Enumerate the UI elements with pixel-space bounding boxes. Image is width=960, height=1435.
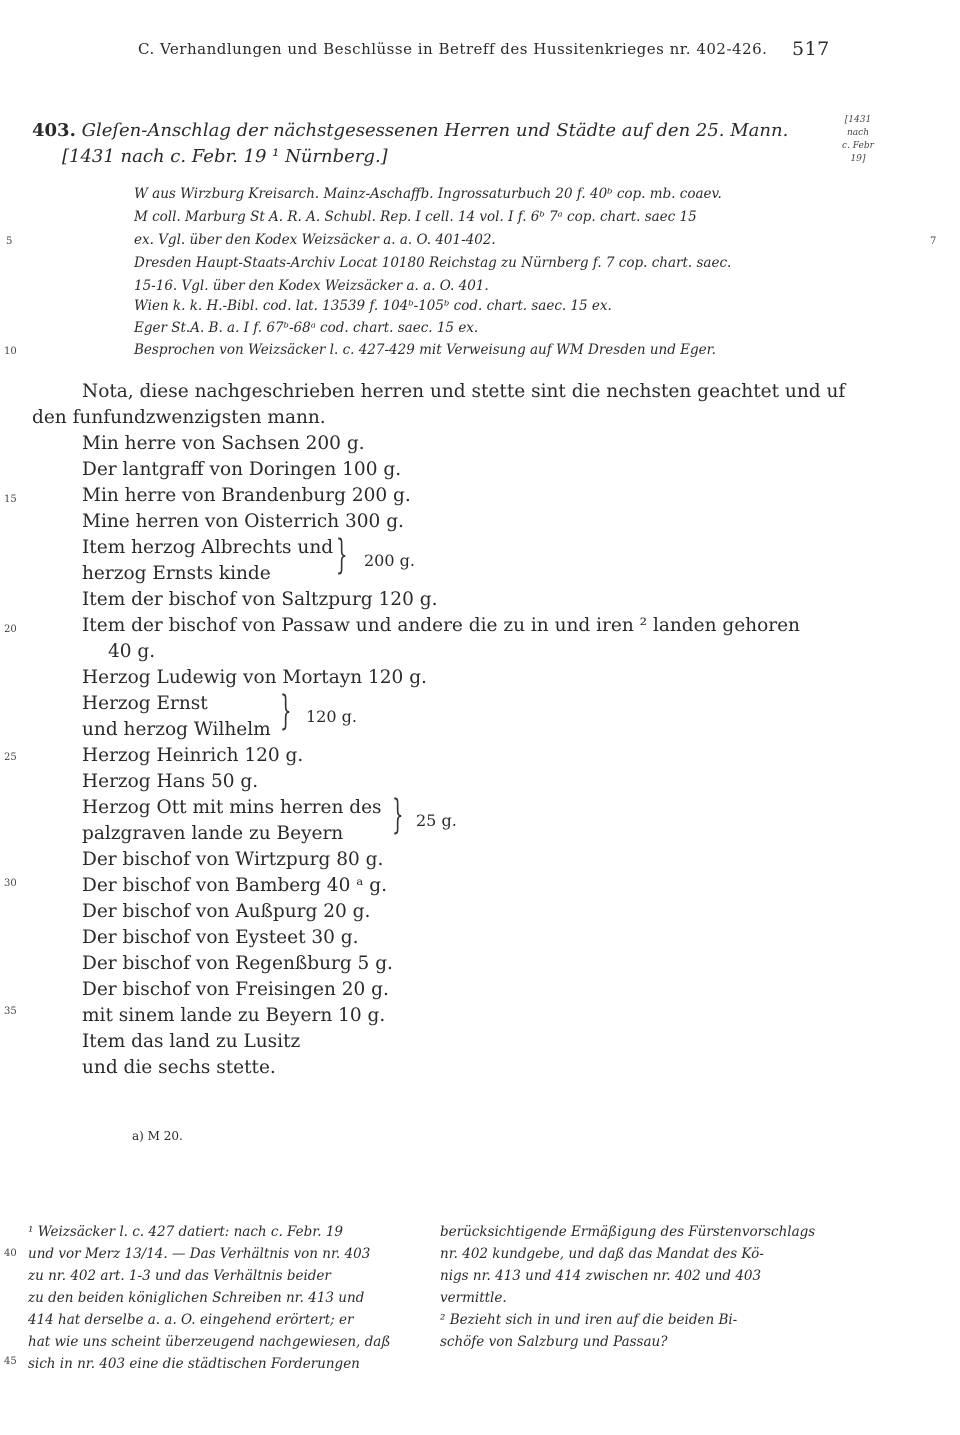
contribution-line: Item der bischof von Saltzpurg 120 g.: [82, 589, 438, 610]
contribution-line: Herzog Heinrich 120 g.: [82, 745, 304, 766]
line-number: 40: [4, 1248, 17, 1259]
running-header: C. Verhandlungen und Beschlüsse in Betreff des Hussitenkrieges nr. 402-426.: [138, 40, 768, 58]
source-line: W aus Wirzburg Kreisarch. Mainz-Aschaffb. Ingrossaturbuch 20 f. 40ᵇ cop. mb. coaev.: [134, 186, 722, 202]
contribution-line: Herzog Hans 50 g.: [82, 771, 259, 792]
contribution-line: herzog Ernsts kinde: [82, 563, 271, 584]
source-line: Wien k. k. H.-Bibl. cod. lat. 13539 f. 104ᵇ-105ᵇ cod. chart. saec. 15 ex.: [134, 298, 612, 314]
contribution-line: Der bischof von Außpurg 20 g.: [82, 901, 371, 922]
line-number: 45: [4, 1356, 17, 1367]
source-line: Dresden Haupt-Staats-Archiv Locat 10180 Reichstag zu Nürnberg f. 7 cop. chart. saec.: [134, 255, 732, 271]
source-line: 15-16. Vgl. über den Kodex Weizsäcker a. a. O. 401.: [134, 278, 489, 294]
footnote-line: nigs nr. 413 und 414 zwischen nr. 402 und 403: [440, 1268, 762, 1284]
source-line: Eger St.A. B. a. I f. 67ᵇ-68ᵃ cod. chart. saec. 15 ex.: [134, 320, 479, 336]
contribution-line: Der bischof von Freisingen 20 g.: [82, 979, 389, 1000]
footnote-line: sich in nr. 403 eine die städtischen Forderungen: [28, 1356, 360, 1372]
group-amount: 200 g.: [364, 551, 415, 570]
line-number: 10: [4, 346, 17, 357]
contribution-line: Min herre von Brandenburg 200 g.: [82, 485, 411, 506]
line-number: 7: [930, 236, 937, 247]
margin-date: [838, 114, 878, 166]
contribution-line: Der bischof von Wirtzpurg 80 g.: [82, 849, 384, 870]
line-number: 35: [4, 1006, 17, 1017]
line-number: 30: [4, 878, 17, 889]
entry-title: Gleſen-Anschlag der nächstgesessenen Herren und Städte auf den 25. Mann.: [81, 120, 789, 141]
margin-date-line: [1431: [844, 115, 872, 125]
apparatus-note: a) M 20.: [132, 1129, 183, 1143]
footnote-line: nr. 402 kundgebe, und daß das Mandat des Kö-: [440, 1246, 764, 1262]
line-number: 15: [4, 494, 17, 505]
contribution-line: Der bischof von Eysteet 30 g.: [82, 927, 359, 948]
footnote-line: schöfe von Salzburg und Passau?: [440, 1334, 668, 1350]
contribution-line: palzgraven lande zu Beyern: [82, 823, 344, 844]
footnote-line: und vor Merz 13/14. — Das Verhältnis von nr. 403: [28, 1246, 371, 1262]
contribution-line: Herzog Ott mit mins herren des: [82, 797, 382, 818]
contribution-line: Item der bischof von Passaw und andere die zu in und iren ² landen gehoren: [82, 615, 800, 636]
contribution-line: Item das land zu Lusitz: [82, 1031, 301, 1052]
footnote-line: hat wie uns scheint überzeugend nachgewiesen, daß: [28, 1334, 391, 1350]
entry-date-place: [1431 nach c. Febr. 19 ¹ Nürnberg.]: [62, 146, 388, 167]
footnote-line: berücksichtigende Ermäßigung des Fürstenvorschlags: [440, 1224, 816, 1240]
footnote-line: zu nr. 402 art. 1-3 und das Verhältnis beider: [28, 1268, 331, 1284]
margin-date-line: c. Febr: [842, 141, 874, 151]
source-line: M coll. Marburg St A. R. A. Schubl. Rep. I cell. 14 vol. I f. 6ᵇ 7ᵃ cop. chart. saec 15: [134, 209, 697, 225]
source-line: Besprochen von Weizsäcker l. c. 427-429 mit Verweisung auf WM Dresden und Eger.: [134, 342, 716, 358]
line-number: 5: [6, 236, 13, 247]
grouping-brace: }: [392, 792, 404, 838]
footnote-line: ² Bezieht sich in und iren auf die beiden Bi-: [440, 1312, 738, 1328]
contribution-line: Der bischof von Regenßburg 5 g.: [82, 953, 393, 974]
group-amount: 25 g.: [416, 811, 457, 830]
line-number: 25: [4, 752, 17, 763]
contribution-line: Mine herren von Oisterrich 300 g.: [82, 511, 404, 532]
page-number: 517: [792, 38, 830, 60]
contribution-line: Herzog Ludewig von Mortayn 120 g.: [82, 667, 427, 688]
contribution-line: und die sechs stette.: [82, 1057, 276, 1078]
contribution-line: mit sinem lande zu Beyern 10 g.: [82, 1005, 386, 1026]
contribution-line: Der bischof von Bamberg 40 ᵃ g.: [82, 875, 387, 896]
grouping-brace: }: [336, 532, 348, 578]
grouping-brace: }: [280, 688, 292, 734]
intro-line: den funfundzwenzigsten mann.: [32, 407, 326, 428]
contribution-line: und herzog Wilhelm: [82, 719, 271, 740]
margin-date-line: 19]: [850, 154, 866, 164]
contribution-line: Der lantgraff von Doringen 100 g.: [82, 459, 402, 480]
footnote-line: 414 hat derselbe a. a. O. eingehend erörtert; er: [28, 1312, 354, 1328]
source-line: ex. Vgl. über den Kodex Weizsäcker a. a. O. 401-402.: [134, 232, 496, 248]
intro-line: Nota, diese nachgeschrieben herren und stette sint die nechsten geachtet und uf: [82, 381, 846, 402]
entry-number: 403.: [32, 120, 76, 141]
entry-heading: [32, 120, 788, 141]
footnote-line: ¹ Weizsäcker l. c. 427 datiert: nach c. Febr. 19: [28, 1224, 344, 1240]
line-number: 20: [4, 624, 17, 635]
contribution-line: Herzog Ernst: [82, 693, 208, 714]
footnote-line: vermittle.: [440, 1290, 507, 1306]
margin-date-line: nach: [847, 128, 869, 138]
footnote-line: zu den beiden königlichen Schreiben nr. 413 und: [28, 1290, 365, 1306]
contribution-line: Item herzog Albrechts und: [82, 537, 334, 558]
contribution-line: Min herre von Sachsen 200 g.: [82, 433, 365, 454]
contribution-line: 40 g.: [108, 641, 156, 662]
group-amount: 120 g.: [306, 707, 357, 726]
